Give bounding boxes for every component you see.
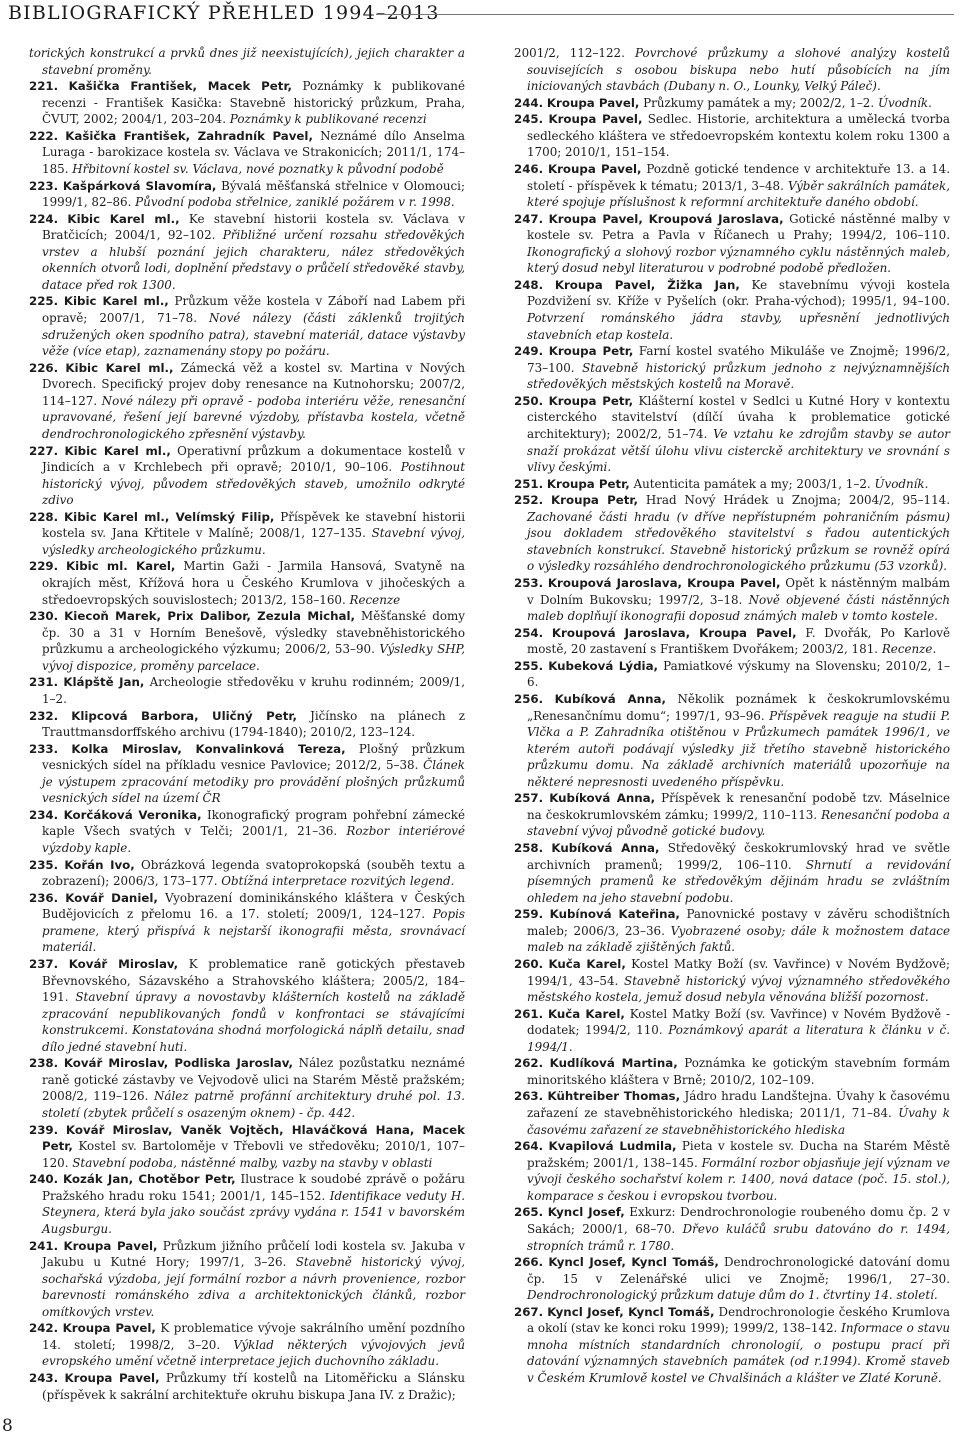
entry-authors: Kovář Miroslav, Vaněk Vojtěch, Hlaváčková Hana, Macek Petr,: [42, 1122, 465, 1154]
entry-authors: Kubeková Lýdia,: [548, 658, 659, 673]
entry-title: K problematice vývoje sakrálního umění pozdního 14. století; 1998/2, 3–20.: [42, 1321, 465, 1352]
bibliography-entry: [29, 443, 465, 509]
entry-title: Průzkumy památek a my; 2002/2, 1–2.: [639, 95, 875, 110]
entry-number: 255.: [514, 658, 544, 673]
entry-number: 231.: [29, 675, 59, 690]
entry-annotation: Vyobrazené osoby; dále k možnostem datace maleb na základě zjištěných faktů.: [527, 923, 950, 955]
entry-authors: Kuča Karel,: [548, 956, 626, 971]
bibliography-entry: [514, 211, 950, 277]
bibliography-entry: [514, 111, 950, 161]
bibliography-entry: [29, 1171, 465, 1237]
entry-number: 259.: [514, 907, 544, 922]
entry-title: Zámecká věž a kostel sv. Martina v Nových Dvorech. Specifický projev doby renesance na Kutnohorsku; 2007/2, 114–127.: [42, 360, 466, 408]
entry-annotation: Zachované části hradu (v dříve nepřístupném pohraničním pásmu) jsou dokladem středověkého stavitelství s řadou autentických stavebních konstrukcí. Stavebně historický průzkum se rovněž opírá o výsledky rozsáhlého dendrochronologického průzkumu (53 vzorků).: [527, 509, 950, 574]
entry-title: Jádro hradu Landštejna. Úvahy k časovému zařazení ze stavebněhistorického hlediska; 2011/1, 71–84.: [527, 1089, 950, 1120]
bibliography-entry: [29, 211, 465, 294]
entry-number: 248.: [514, 277, 544, 292]
entry-annotation: Stavebně historický vývoj, sochařská výzdoba, její formální rozbor a návrh provenience, rozbor barevnosti románského zdiva a architektonických článků, rozbor omítkových vrstev.: [42, 1255, 465, 1319]
entry-title: Sedlec. Historie, architektura a umělecká tvorba sedleckého kláštera ve středoevropském kontextu kolem roku 1300 a 1700; 2010/1, 151–154.: [527, 112, 950, 160]
entry-title: Středověký českokrumlovský hrad ve světle archivních pramenů; 1999/2, 106–110.: [527, 841, 950, 872]
entry-title: Neznámé dílo Anselma Luraga - barokizace kostela sv. Václava ve Strakonicích; 2011/1, 174–185.: [42, 128, 465, 176]
entry-number: 247.: [514, 211, 544, 226]
entry-annotation: Formální rozbor objasňuje její význam ve vývoji českého sochařství kolem r. 1400, nová datace (poč. 15. stol.), komparace s českou i evropskou tvorbou.: [527, 1155, 950, 1203]
entry-authors: Kovář Miroslav,: [68, 956, 179, 971]
bibliography-entry: [29, 128, 465, 178]
entry-title: Kostel sv. Bartoloměje v Třebovli ve středověku; 2010/1, 107–120.: [42, 1139, 465, 1170]
entry-title: Opět k nástěnným malbám v Dolním Bukovsku; 1997/2, 3–18.: [527, 576, 950, 607]
entry-number: 252.: [514, 493, 544, 508]
bibliography-entry: [514, 1055, 950, 1088]
entry-title: Gotické nástěnné malby v kostele sv. Petra a Pavla v Říčanech u Prahy; 1994/2, 106–110.: [527, 211, 950, 243]
entry-title: Farní kostel svatého Mikuláše ve Znojmě; 1996/2, 73–100.: [527, 344, 950, 375]
entry-title: Průzkum věže kostela v Záboří nad Labem při opravě; 2007/1, 71–78.: [42, 294, 466, 325]
entry-number: 244.: [514, 95, 544, 110]
entry-authors: Kovář Daniel,: [65, 890, 158, 905]
bibliography-entry: [514, 476, 950, 493]
bibliography-entry: [514, 956, 950, 1006]
entry-authors: Kyncl Josef,: [547, 1205, 625, 1220]
entry-number: 243.: [29, 1371, 59, 1385]
entry-number: 249.: [514, 344, 544, 359]
bibliography-entry: [514, 691, 950, 790]
bibliography-entry: [29, 1238, 465, 1321]
entry-title: Průzkumy tří kostelů na Litoměřicku a Slánsku (příspěvek k sakrální architektuře okruhu biskupa Jana IV. z Dražic);: [42, 1371, 466, 1402]
entry-authors: Klápště Jan,: [63, 675, 145, 690]
entry-title: Ilustrace k soudobé zprávě o požáru Pražského hradu roku 1541; 2001/1, 145–152.: [42, 1172, 466, 1203]
entry-title: Několik poznámek k českokrumlovskému „Renesančnímu domu“; 1997/1, 93–96.: [527, 691, 951, 723]
entry-annotation: Ikonografický a slohový rozbor významného cyklu nástěnných maleb, který dosud nebyl literaturou v podrobné podobě předložen.: [527, 244, 950, 276]
entry-title: 2001/2, 112–122.: [514, 46, 625, 60]
bibliography-entry: [29, 890, 465, 956]
entry-title: Příspěvek ke stavební historii kostela sv. Jana Křtitele v Malíně; 2008/1, 127–135.: [42, 509, 466, 541]
entry-authors: Kroupa Pavel, Žižka Jan,: [554, 277, 740, 292]
entry-authors: Kroupa Pavel,: [64, 1371, 160, 1385]
entry-annotation: Přibližné určení rozsahu středověkých vrstev a hlubší poznání jejich charakteru, nález středověkých okenních otvorů lodi, doplnění představy o průčelí středověké stavby, datace před rok 1300.: [42, 228, 465, 292]
entry-authors: Kolka Miroslav, Konvalinková Tereza,: [71, 741, 346, 756]
entry-title: Pozdně gotické tendence v architektuře 13. a 14. století - příspěvek k tématu; 2013/1, 3–48.: [527, 161, 951, 193]
entry-title: Dendrochronologické datování domu čp. 15 v Zelenářské ulici ve Znojmě; 1996/1, 27–30.: [527, 1255, 951, 1286]
entry-number: 230.: [29, 609, 59, 624]
entry-authors: Kroupová Jaroslava, Kroupa Pavel,: [551, 625, 797, 640]
entry-number: 256.: [514, 691, 544, 706]
entry-number: 253.: [514, 576, 544, 590]
entry-number: 228.: [29, 509, 59, 524]
bibliography-entry: [29, 708, 465, 741]
bibliography-entry: [514, 1006, 950, 1056]
entry-authors: Kibic Karel ml.,: [64, 443, 171, 458]
entry-number: 251.: [514, 476, 544, 491]
entry-title: Pieta v kostele sv. Ducha na Starém Městě pražském; 2001/1, 138–145.: [527, 1139, 950, 1170]
entry-number: 235.: [29, 857, 59, 872]
entry-annotation: Postihnout historický vývoj, původem středověkých staveb, umožnilo odkryté zdivo: [42, 460, 465, 508]
bibliography-entry: [29, 741, 465, 807]
entry-title: Obrázková legenda svatoprokopská (souběh textu a zobrazení); 2006/3, 173–177.: [42, 857, 465, 889]
entry-title: Nález pozůstatku neznámé raně gotické zástavby ve Vejvodově ulici na Starém Městě pražském; 2008/2, 119–126.: [42, 1056, 465, 1104]
entry-annotation: Rozbor interiérové výzdoby kaple.: [42, 824, 465, 855]
entry-number: 227.: [29, 443, 59, 458]
entry-annotation: Recenze.: [878, 642, 937, 657]
entry-number: 241.: [29, 1238, 59, 1253]
entry-annotation: Nález patrně profánní architektury druhé pol. 13. století (zbytek průčelí s osazeným oknem) - čp. 442.: [42, 1089, 465, 1120]
entry-annotation: Renesanční podoba a stavební vývoj původně gotické budovy.: [527, 807, 950, 839]
entry-authors: Kubíková Anna,: [549, 791, 656, 806]
entry-authors: Kroupa Pavel,: [63, 1238, 158, 1253]
entry-authors: Kibic Karel ml.,: [65, 360, 174, 375]
entry-authors: Kroupa Petr,: [548, 344, 634, 359]
entry-authors: Kroupa Pavel, Kroupová Jaroslava,: [548, 211, 784, 226]
entry-number: 262.: [514, 1056, 544, 1071]
entry-authors: Kubínová Kateřina,: [549, 907, 680, 922]
entry-title: Hrad Nový Hrádek u Znojma; 2004/2, 95–114.: [637, 493, 950, 508]
bibliography-entry: [514, 1138, 950, 1204]
header-rule: [376, 14, 954, 15]
entry-number: 267.: [514, 1304, 544, 1319]
entry-authors: Klipcová Barbora, Uličný Petr,: [71, 708, 297, 723]
entry-annotation: Informace o stavu mnoha místních standardních chronologií, o postupu prací při datování významných stavebních památek (od r.1994). Kromě staveb v Českém Krumlově kostel ve Chvalšinách a klášter ve Zlaté Koruně.: [527, 1321, 950, 1385]
entry-annotation: Poznámky k publikované recenzi: [226, 112, 427, 127]
entry-number: 234.: [29, 807, 59, 822]
entry-authors: Kibic Karel ml.,: [63, 294, 169, 309]
bibliography-entry: [514, 161, 950, 211]
bibliography-entry: [29, 78, 465, 128]
bibliography-entry: [29, 1320, 465, 1370]
entry-authors: Kroupa Petr,: [548, 393, 634, 408]
entry-title: K problematice raně gotických přestaveb Břevnovského, Sázavského a Strahovského kláštera; 2005/2, 184–191.: [42, 956, 466, 1005]
entry-authors: Kašička František, Macek Petr,: [68, 79, 293, 94]
entry-title: Poznámka ke gotickým stavebním formám minoritského kláštera v Brně; 2010/2, 102–109.: [527, 1056, 950, 1087]
entry-authors: Kroupová Jaroslava, Kroupa Pavel,: [547, 576, 781, 590]
entry-number: 265.: [514, 1205, 544, 1220]
entry-authors: Kvapilová Ludmila,: [548, 1139, 677, 1154]
page-header: [0, 0, 960, 30]
entry-annotation: Článek je výstupem zpracování metodiky pro provádění plošných průzkumů vesnických sídel na území ČR: [42, 758, 466, 806]
entry-authors: Kudlíková Martina,: [549, 1056, 678, 1071]
entry-number: 260.: [514, 956, 544, 971]
entry-authors: Kašpárková Slavomíra,: [62, 178, 217, 193]
entry-authors: Kyncl Josef, Kyncl Tomáš,: [547, 1304, 715, 1319]
entry-number: 245.: [514, 112, 544, 127]
entry-authors: Kovář Miroslav, Podliska Jaroslav,: [63, 1056, 293, 1071]
entry-annotation: Příspěvek reaguje na studii P. Vlčka a P. Zahradníka otištěnou v Průzkumech památek 1996/1, ve kterém autoři podávají výsledky již třetího stavebně historického průzkumu domu. Na základě archivních materiálů upozorňuje na některé nepresnosti uvedeného příspěvku.: [527, 708, 950, 789]
entry-annotation: Shrnutí a revidování písemných pramenů ke středověkým dějinám hradu se zvláštním ohledem na jeho stavební podobu.: [527, 857, 950, 905]
bibliography-entry: [29, 608, 465, 674]
bibliography-entry: [29, 1055, 465, 1121]
entry-title: F. Dvořák, Po Karlově mostě, 20 zastavení s Františkem Dvořákem; 2003/2, 181.: [527, 625, 951, 657]
entry-annotation: Nově objevené části nástěnných maleb doplňují ikonografii doposud známých maleb v tomto kostele.: [527, 592, 950, 624]
bibliography-entry: [514, 393, 950, 476]
bibliography-entry: [514, 906, 950, 956]
entry-annotation: Původní podoba střelnice, zaniklé požárem v r. 1998.: [131, 195, 455, 210]
entry-authors: Kubíková Anna,: [551, 841, 660, 855]
entry-number: 266.: [514, 1255, 544, 1270]
bibliography-entry: [514, 1204, 950, 1254]
entry-title: Klášterní kostel v Sedlci u Kutné Hory v kontextu cisterckého stavitelství (dílčí úvaha k problematice gotické architektury); 2002/2, 51–74.: [527, 393, 950, 441]
entry-authors: Kühtreiber Thomas,: [547, 1089, 681, 1104]
entry-title: Bývalá měšťanská střelnice v Olomouci; 1999/1, 82–86.: [42, 178, 465, 210]
entry-authors: Kroupa Pavel,: [546, 95, 640, 110]
entry-title: Ke stavební historii kostela sv. Václava v Bratčicích; 2004/1, 92–102.: [42, 211, 465, 243]
entry-number: 250.: [514, 393, 544, 408]
entry-annotation: Stavební podoba, nástěnné malby, vazby na stavby v oblasti: [68, 1155, 433, 1170]
entry-annotation: Úvodník.: [874, 95, 932, 110]
bibliography-entry: [29, 674, 465, 707]
entry-annotation: Povrchové průzkumy a slohové analýzy kostelů souvisejících s osobou biskupa nebo hutí působících na jím iniciovaných stavbách (Dubany n. O., Lounky, Velký Páleč).: [527, 46, 950, 94]
entry-annotation: Nové nálezy při opravě - podoba interiéru věže, renesanční upravované, řešení její barevné výzdoby, přístavba kostela, včetně dendrochronologického zpřesnění výstavby.: [42, 393, 465, 441]
bibliography-entry: [514, 277, 950, 343]
entry-title: Exkurz: Dendrochronologie roubeného domu čp. 2 v Sakách; 2000/1, 68–70.: [527, 1205, 951, 1236]
bibliography-entry: [29, 360, 465, 443]
entry-title: Příspěvek k renesanční podobě tzv. Máselnice na českokrumlovském zámku; 1999/2, 110–113.: [527, 791, 950, 822]
entry-number: 264.: [514, 1139, 544, 1154]
entry-number: 221.: [29, 79, 59, 94]
entry-authors: Korčáková Veronika,: [63, 807, 202, 822]
entry-annotation: Recenze: [345, 592, 401, 607]
left-column: [29, 45, 465, 1403]
entry-annotation: Hřbitovní kostel sv. Václava, nové poznatky k původní podobě: [68, 161, 444, 176]
entry-authors: Kuča Karel,: [547, 1006, 625, 1021]
bibliography-entry: [29, 45, 465, 78]
entry-title: Měšťanské domy čp. 30 a 31 v Horním Benešově, výsledky stavebněhistorického průzkumu a archeologického výzkumu; 2006/2, 53–90.: [42, 609, 465, 657]
bibliography-entry: [29, 178, 465, 211]
entry-number: 232.: [29, 708, 59, 723]
entry-title: Ikonografický program pohřební zámecké kaple Všech svatých v Telči; 2001/1, 21–36.: [42, 807, 465, 839]
entry-title: Ke stavebnímu vývoji kostela Pozdvižení sv. Kříže v Pyšelích (okr. Praha-východ); 1995/1, 94–100.: [527, 277, 950, 309]
entry-title: Pamiatkové výskumy na Slovensku; 2010/2, 1–6.: [527, 658, 950, 690]
entry-title: Poznámky k publikované recenzi - František Kasička: Stavebně historický průzkum, Praha, ČVUT, 2002; 2004/1, 203–204.: [42, 79, 465, 127]
entry-title: Průzkum jižního průčelí lodi kostela sv. Jakuba v Jakubu u Kutné Hory; 1997/1, 3–26.: [42, 1238, 465, 1270]
entry-annotation: Poznámkový aparát a literatura k článku v č. 1994/1.: [527, 1023, 950, 1054]
entry-title: Jičínsko na plánech z Trauttmansdorffského archivu (1794-1840); 2010/2, 123–124.: [42, 708, 465, 740]
bibliography-entry: [29, 857, 465, 890]
entry-number: 261.: [514, 1006, 544, 1021]
entry-number: 254.: [514, 625, 544, 640]
bibliography-entry: [29, 1370, 465, 1403]
entry-number: 236.: [29, 890, 59, 905]
entry-authors: Kiecoň Marek, Prix Dalibor, Zezula Michal,: [64, 609, 355, 624]
entry-number: 263.: [514, 1089, 544, 1104]
bibliography-entry: [514, 840, 950, 906]
bibliography-entry: [514, 45, 950, 95]
entry-title: Panovnické postavy v závěru schodištních maleb; 2006/3, 23–36.: [527, 907, 950, 938]
bibliography-entry: [514, 575, 950, 625]
bibliography-entry: [514, 1304, 950, 1387]
page-number: 8: [2, 1416, 13, 1436]
bibliography-entry: [29, 293, 465, 359]
bibliography-entry: [29, 956, 465, 1055]
entry-title: Kostel Matky Boží (sv. Vavřince) v Novém Bydžově - dodatek; 1994/2, 110.: [527, 1006, 950, 1038]
bibliography-entry: [514, 625, 950, 658]
entry-authors: Kibic ml. Karel,: [66, 559, 176, 574]
entry-number: 242.: [29, 1321, 59, 1336]
entry-annotation: Stavebně historický průzkum jednoho z nejvýznamnějších středověkých městských kostelů na Moravě.: [527, 360, 950, 392]
bibliography-entry: [29, 509, 465, 559]
entry-authors: Kroupa Pavel,: [547, 161, 642, 176]
entry-annotation: torických konstrukcí a prvků dnes již neexistujících), jejich charakter a stavební proměny.: [29, 46, 465, 77]
bibliography-entry: [514, 790, 950, 840]
entry-number: 257.: [514, 791, 544, 806]
entry-title: Plošný průzkum vesnických sídel na příkladu vesnice Pavlovice; 2012/2, 5–38.: [42, 741, 466, 773]
entry-authors: Kozák Jan, Chotěbor Petr,: [63, 1172, 236, 1187]
entry-number: 224.: [29, 211, 59, 226]
bibliography-entry: [514, 1254, 950, 1304]
entry-title: Dendrochronologie českého Krumlova a okolí (stav ke konci roku 1999); 1999/2, 138–142.: [527, 1304, 951, 1336]
entry-authors: Kroupa Pavel,: [548, 112, 643, 127]
entry-number: 222.: [29, 128, 59, 143]
entry-authors: Kibic Karel ml., Velímský Filip,: [64, 509, 275, 524]
entry-authors: Kroupa Pavel,: [62, 1321, 156, 1336]
entry-authors: Kroupa Petr,: [551, 493, 638, 508]
entry-authors: Kašička František, Zahradník Pavel,: [65, 128, 313, 143]
entry-number: 226.: [29, 360, 59, 375]
entry-annotation: Nové nálezy (části záklenků trojitých sdružených oken spodního patra), stavební materiál, datace výstavby věže (více etap), zaznamenány stopy po požáru.: [42, 311, 465, 359]
entry-title: Archeologie středověku v kruhu rodinném; 2009/1, 1–2.: [42, 675, 466, 706]
entry-number: 246.: [514, 161, 544, 176]
entry-annotation: Úvahy k časovému zařazení ze stavebněhistorického hlediska: [527, 1106, 950, 1137]
right-column: [514, 45, 950, 1387]
entry-annotation: Stavebně historický vývoj významného středověkého městského kostela, jemuž dosud nebyla věnována bližší pozornost.: [527, 973, 950, 1005]
entry-number: 233.: [29, 741, 59, 756]
entry-title: Vyobrazení dominikánského kláštera v Českých Budějovicích z přelomu 16. a 17. století; 2009/1, 124–127.: [42, 890, 466, 922]
entry-number: 229.: [29, 559, 59, 574]
bibliography-entry: [514, 658, 950, 691]
bibliography-entry: [29, 1122, 465, 1172]
entry-annotation: Ve vztahu ke zdrojům stavby se autor snaží prokázat větší úlohu vlivu cisterckě architektury ve srovnání s vlivy českými.: [527, 426, 950, 475]
entry-annotation: Identifikace veduty H. Steynera, která byla jako součást zprávy vydána r. 1541 v bavorském Augsburgu.: [42, 1188, 466, 1236]
entry-authors: Kibic Karel ml.,: [67, 211, 180, 226]
entry-annotation: Výběr sakrálních památek, které spojuje příslušnost k reformní architektuře daného období.: [527, 178, 950, 210]
bibliography-entry: [29, 807, 465, 857]
entry-annotation: Stavební vývoj, výsledky archeologického průzkumu.: [42, 526, 465, 557]
entry-annotation: Výklad některých vývojových jevů evropského umění včetně interpretace jejich duchovního základu.: [42, 1337, 466, 1369]
entry-authors: Kubíková Anna,: [554, 691, 666, 706]
entry-annotation: Potvrzení románského jádra stavby, upřesnění jednotlivých stavebních etap kostela.: [527, 311, 950, 342]
entry-annotation: Dřevo kuláčů srubu datováno do r. 1494, stropních trámů r. 1780.: [527, 1221, 951, 1253]
entry-annotation: Výsledky SHP, vývoj dispozice, proměny parcelace.: [42, 642, 465, 673]
entry-number: 225.: [29, 294, 59, 309]
entry-annotation: Obtížná interpretace rozvitých legend.: [217, 874, 455, 889]
entry-annotation: Popis pramene, který přispívá k nejstarší ikonografii města, srovnávací materiál.: [42, 907, 465, 955]
entry-title: Martin Gaži - Jarmila Hansová, Svatyně na okrajích měst, Křížová hora u Českého Krumlova v jihočeských a středoevropských souvislostech; 2013/2, 158–160.: [42, 559, 465, 607]
entry-authors: Kyncl Josef, Kyncl Tomáš,: [548, 1255, 719, 1270]
entry-number: 238.: [29, 1056, 59, 1071]
entry-number: 237.: [29, 956, 59, 971]
entry-annotation: Stavební úpravy a novostavby klášterních kostelů na základě zpracování nepublikovaných fondů v konfrontaci se stávajícími konstrukcemi. Konstatována shodná morfologická náplň detailu, snad dílo jedné stavební huti.: [42, 990, 465, 1054]
entry-number: 223.: [29, 178, 59, 193]
entry-title: Kostel Matky Boží (sv. Vavřince) v Novém Bydžově; 1994/1, 43–54.: [527, 956, 950, 988]
entry-title: Autenticita památek a my; 2003/1, 1–2.: [629, 476, 871, 491]
entry-number: 239.: [29, 1122, 59, 1137]
entry-title: Operativní průzkum a dokumentace kostelů v Jindicích a v Krchlebech při opravě; 2010/1, 90–106.: [42, 443, 466, 475]
entry-number: 240.: [29, 1172, 59, 1187]
bibliography-entry: [514, 492, 950, 575]
bibliography-entry: [514, 1088, 950, 1138]
entry-annotation: Dendrochronologický průzkum datuje dům do 1. čtvrtiny 14. století.: [527, 1288, 938, 1303]
bibliography-entry: [514, 343, 950, 393]
entry-authors: Kroupa Petr,: [546, 476, 630, 491]
entry-annotation: Úvodník.: [870, 476, 929, 491]
entry-number: 258.: [514, 841, 544, 855]
header-title: BIBLIOGRAFICKÝ PŘEHLED 1994–2013: [8, 2, 440, 24]
bibliography-entry: [29, 558, 465, 608]
bibliography-entry: [514, 95, 950, 112]
entry-authors: Kořán Ivo,: [64, 857, 135, 872]
